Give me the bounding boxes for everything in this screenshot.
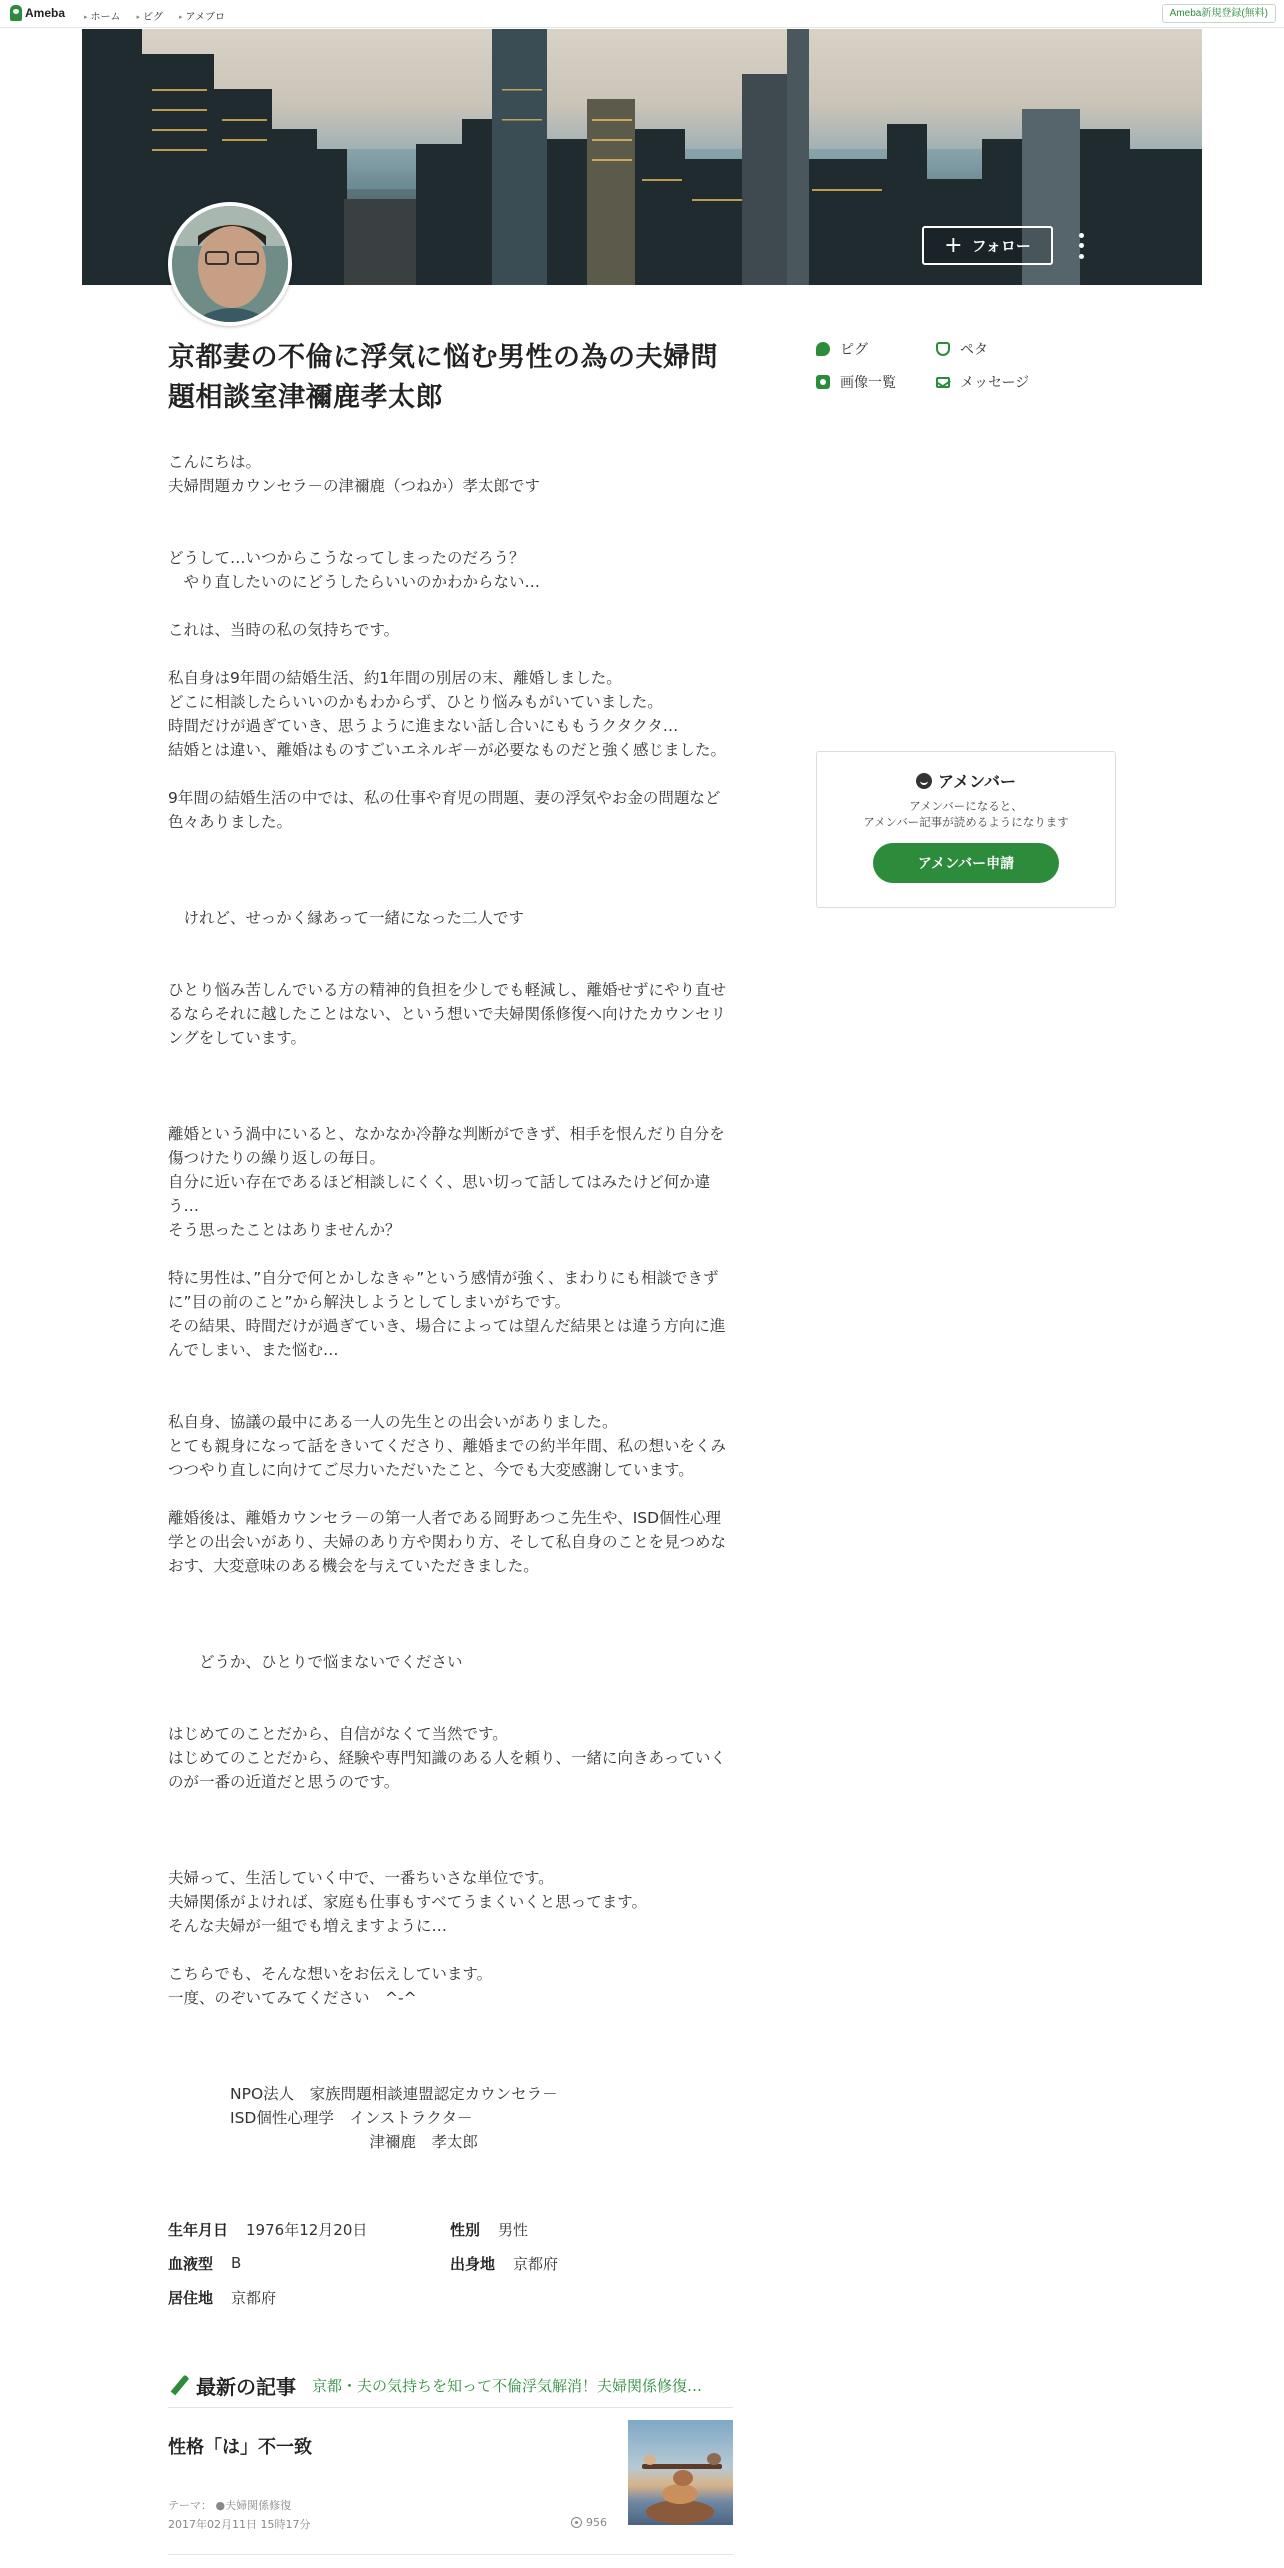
- gender-label: 性別: [450, 2220, 481, 2239]
- residence-label: 居住地: [168, 2288, 214, 2307]
- amember-description: アメンバーになると、 アメンバー記事が読めるようになります: [863, 799, 1069, 829]
- profile-paragraph: はじめてのことだから、自信がなくて当然です。 はじめてのことだから、経験や専門知識のある人を頼り、一緒に向きあっていくのが一番の近道だと思うのです。: [168, 1725, 726, 1791]
- birthday-value: 1976年12月20日: [246, 2220, 368, 2239]
- profile-paragraph: NPO法人 家族問題相談連盟認定カウンセラ－ ISD個性心理学 インストラクタ－ 津禰鹿 孝太郎: [230, 2085, 558, 2151]
- profile-paragraph: これは、当時の私の気持ちです。: [168, 621, 400, 639]
- amember-icon: [916, 773, 932, 789]
- profile-paragraph: 9年間の結婚生活の中では、私の仕事や育児の問題、妻の浮気やお金の問題など色々ありました。: [168, 789, 721, 831]
- details-row: [168, 2280, 733, 2314]
- avatar-photo: [172, 206, 288, 322]
- details-row: [168, 2212, 733, 2246]
- ameba-logo[interactable]: [10, 5, 65, 21]
- pigg-icon: [816, 342, 830, 356]
- latest-articles: [168, 2368, 733, 2555]
- hometown-label: 出身地: [450, 2254, 496, 2273]
- side-link-message[interactable]: [936, 373, 1056, 391]
- article-theme[interactable]: テーマ： ●夫婦関係修復: [168, 2499, 292, 2512]
- message-icon: [936, 377, 950, 388]
- main-column: [168, 338, 733, 2178]
- signup-button[interactable]: Ameba新規登録(無料): [1162, 4, 1276, 23]
- side-link-pigg[interactable]: [816, 340, 936, 358]
- birthday-label: 生年月日: [168, 2220, 229, 2239]
- profile-paragraph: 夫婦って、生活していく中で、一番ちいさな単位です。 夫婦関係がよければ、家庭も仕事もすべてうまくいくと思ってます。 そんな夫婦が一組でも増えますように…: [168, 1869, 647, 1935]
- residence-value: 京都府: [231, 2288, 277, 2307]
- nav-pigg-link[interactable]: ▸ ピグ: [137, 8, 164, 23]
- article-item[interactable]: [168, 2420, 733, 2555]
- blood-value: B: [231, 2254, 242, 2272]
- article-views: [571, 2516, 607, 2529]
- balanced-stones-image: [628, 2420, 733, 2525]
- top-bar: [0, 0, 1284, 28]
- profile-text: [168, 450, 733, 2154]
- blog-title[interactable]: 京都妻の不倫に浮気に悩む男性の為の夫婦問題相談室津禰鹿孝太郎: [168, 342, 718, 413]
- blood-label: 血液型: [168, 2254, 214, 2273]
- latest-article-link[interactable]: 京都・夫の気持ちを知って不倫浮気解消！夫婦関係修復…: [312, 2377, 703, 2395]
- profile-paragraph: 私自身は9年間の結婚生活、約1年間の別居の末、離婚しました。 どこに相談したらいいのかもわからず、ひとり悩みもがいていました。 時間だけが過ぎていき、思うように進まない話し合いにももうクタクタ… 結婚とは違い、離婚はものすごいエネルギ－が必要なものだと強く感じました。: [168, 669, 727, 759]
- top-nav: [84, 8, 225, 23]
- profile-paragraph: どうか、ひとりで悩まないでください: [199, 1653, 463, 1671]
- side-links: [816, 340, 1056, 391]
- details-row: [168, 2246, 733, 2280]
- profile-paragraph: 離婚後は、離婚カウンセラ－の第一人者である岡野あつこ先生や、ISD個性心理学との出会いがあり、夫婦のあり方や関わり方、そして私自身のことを見つめなおす、大変意味のある機会を与えていただきました。: [168, 1509, 727, 1575]
- profile-details: [168, 2212, 733, 2314]
- article-date: 2017年02月11日 15時17分: [168, 2518, 311, 2531]
- follow-label: フォロー: [971, 237, 1031, 255]
- latest-title: 最新の記事: [196, 2375, 296, 2399]
- profile-paragraph: こちらでも、そんな想いをお伝えしています。 一度、のぞいてみてください ^-^: [168, 1965, 493, 2007]
- blood-item: [168, 2253, 450, 2274]
- side-link-label: メッセージ: [960, 375, 1030, 391]
- hometown-value: 京都府: [513, 2254, 559, 2273]
- side-link-peta[interactable]: [936, 340, 1056, 358]
- peta-icon: [936, 342, 950, 356]
- profile-paragraph: ひとり悩み苦しんでいる方の精神的負担を少しでも軽減し、離婚せずにやり直せるならそれに越したことはない、という想いで夫婦関係修復へ向けたカウンセリングをしています。: [168, 981, 727, 1047]
- latest-header: [168, 2368, 733, 2408]
- article-title[interactable]: 性格「は」不一致: [168, 2437, 312, 2458]
- amember-box: [816, 751, 1116, 908]
- pen-icon: [168, 2375, 190, 2397]
- more-menu-icon[interactable]: [1076, 230, 1086, 262]
- hometown-item: [450, 2253, 732, 2274]
- nav-ameblo-link[interactable]: ▸ アメブロ: [179, 8, 225, 23]
- side-link-label: ペタ: [960, 342, 988, 358]
- profile-paragraph: けれど、せっかく縁あって一緒になった二人です: [183, 909, 525, 927]
- ameba-logo-icon: [10, 5, 22, 21]
- amember-header: [817, 769, 1115, 792]
- follow-button[interactable]: [922, 226, 1053, 265]
- views-icon: [571, 2517, 582, 2528]
- profile-paragraph: 私自身、協議の最中にある一人の先生との出会いがありました。 とても親身になって話をきいてくださり、離婚までの約半年間、私の想いをくみつつやり直しに向けてご尽力いただいたこと、今でも大変感謝しています。: [168, 1413, 727, 1479]
- profile-paragraph: こんにちは。 夫婦問題カウンセラ－の津禰鹿（つねか）孝太郎です: [168, 453, 541, 495]
- side-link-label: ピグ: [840, 342, 868, 358]
- profile-paragraph: どうして…いつからこうなってしまったのだろう？ やり直したいのにどうしたらいいのかわからない…: [168, 549, 541, 591]
- side-link-images[interactable]: [816, 373, 936, 391]
- gender-value: 男性: [498, 2220, 529, 2239]
- birthday-item: [168, 2219, 450, 2240]
- nav-home-link[interactable]: ▸ ホーム: [84, 8, 121, 23]
- profile-avatar[interactable]: [168, 202, 292, 326]
- image-list-icon: [816, 375, 830, 389]
- amember-apply-button[interactable]: アメンバー申請: [873, 843, 1059, 883]
- side-link-label: 画像一覧: [840, 375, 896, 391]
- profile-paragraph: 特に男性は、”自分で何とかしなきゃ”という感情が強く、まわりにも相談できずに”目の前のこと”から解決しようとしてしまいがちです。 その結果、時間だけが過ぎていき、場合によっては望んだ結果とは違う方向に進んでしまい、また悩む…: [168, 1269, 726, 1359]
- views-count: 956: [586, 2516, 607, 2529]
- amember-title: アメンバー: [938, 772, 1016, 791]
- profile-paragraph: 離婚という渦中にいると、なかなか冷静な判断ができず、相手を恨んだり自分を傷つけたりの繰り返しの毎日。 自分に近い存在であるほど相談しにくく、思い切って話してはみたけど何か違う… そう思ったことはありませんか？: [168, 1125, 725, 1239]
- plus-icon: +: [944, 232, 963, 258]
- residence-item: [168, 2287, 450, 2308]
- ameba-logo-text: Ameba: [25, 6, 66, 20]
- article-thumbnail[interactable]: [628, 2420, 733, 2525]
- gender-item: [450, 2219, 732, 2240]
